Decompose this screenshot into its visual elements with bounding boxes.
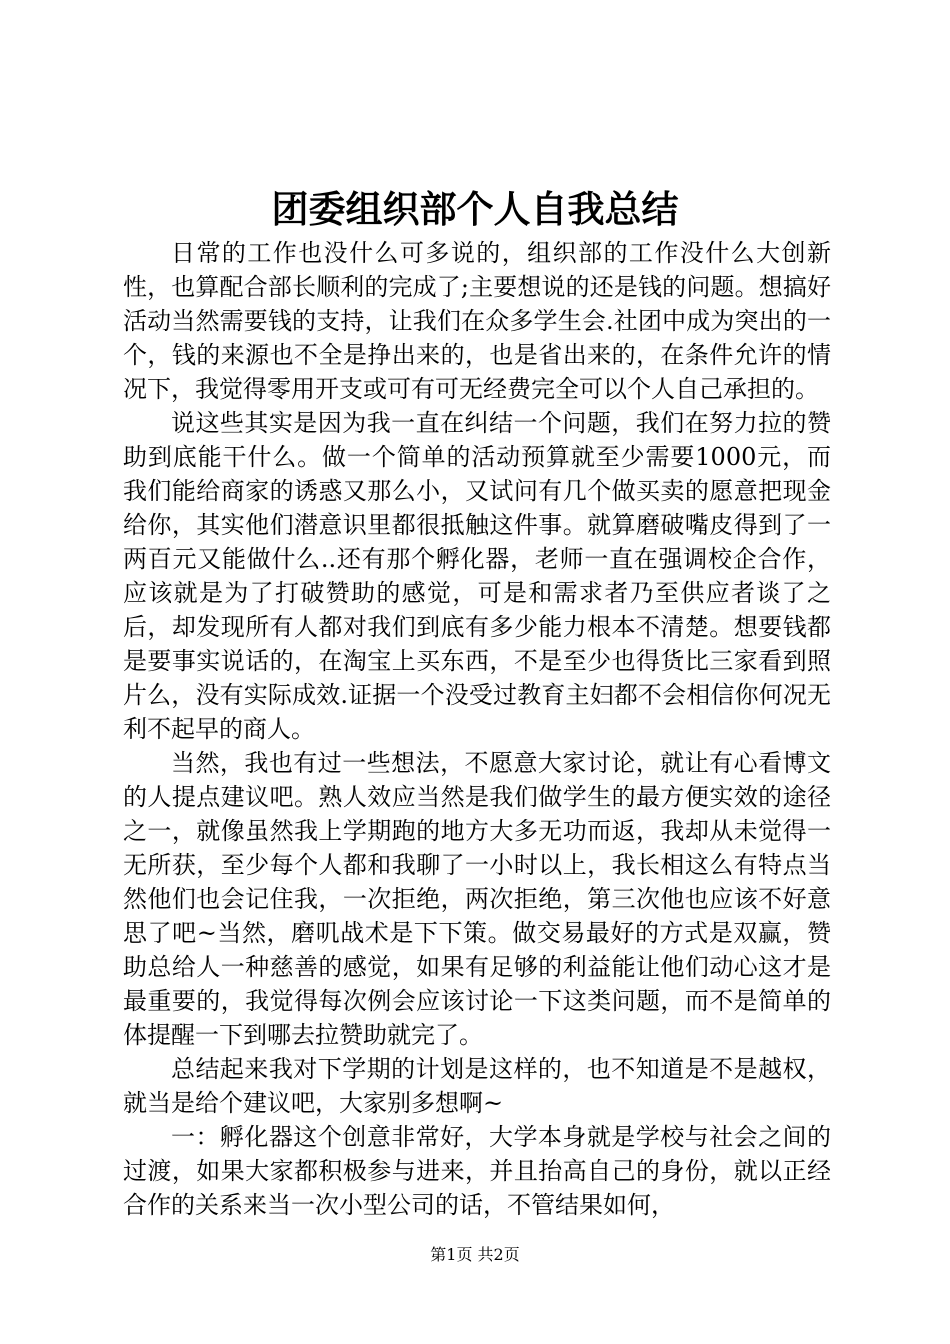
document-body [123,236,831,1222]
paragraph-1: 日常的工作也没什么可多说的，组织部的工作没什么大创新性，也算配合部长顺利的完成了;主要想说的还是钱的问题。想搞好活动当然需要钱的支持，让我们在众多学生会.社团中成为突出的一个，钱的来源也不全是挣出来的，也是省出来的，在条件允许的情况下，我觉得零用开支或可有可无经费完全可以个人自己承担的。 [123,239,831,403]
paragraph-4: 总结起来我对下学期的计划是这样的，也不知道是不是越权，就当是给个建议吧，大家别多想啊~ [123,1055,831,1117]
document-title: 团委组织部个人自我总结 [271,187,679,231]
paragraph-3: 当然，我也有过一些想法，不愿意大家讨论，就让有心看博文的人提点建议吧。熟人效应当然是我们做学生的最方便实效的途径之一，就像虽然我上学期跑的地方大多无功而返，我却从未觉得一无所获，至少每个人都和我聊了一小时以上，我长相这么有特点当然他们也会记住我，一次拒绝，两次拒绝，第三次他也应该不好意思了吧~当然，磨叽战术是下下策。做交易最好的方式是双赢，赞助总给人一种慈善的感觉，如果有足够的利益能让他们动心这才是最重要的，我觉得每次例会应该讨论一下这类问题，而不是简单的体提醒一下到哪去拉赞助就完了。 [123,749,831,1049]
paragraph-5: 一：孵化器这个创意非常好，大学本身就是学校与社会之间的过渡，如果大家都积极参与进来，并且抬高自己的身份，就以正经合作的关系来当一次小型公司的话，不管结果如何， [123,1123,831,1219]
page-number-footer: 第1页 共2页 [430,1245,520,1264]
paragraph-2: 说这些其实是因为我一直在纠结一个问题，我们在努力拉的赞助到底能干什么。做一个简单的活动预算就至少需要1000元，而我们能给商家的诱惑又那么小，又试问有几个做买卖的愿意把现金给你，其实他们潜意识里都很抵触这件事。就算磨破嘴皮得到了一两百元又能做什么..还有那个孵化器，老师一直在强调校企合作，应该就是为了打破赞助的感觉，可是和需求者乃至供应者谈了之后，却发现所有人都对我们到底有多少能力根本不清楚。想要钱都是要事实说话的，在淘宝上买东西，不是至少也得货比三家看到照片么，没有实际成效.证据一个没受过教育主妇都不会相信你何况无利不起早的商人。 [123,409,831,743]
